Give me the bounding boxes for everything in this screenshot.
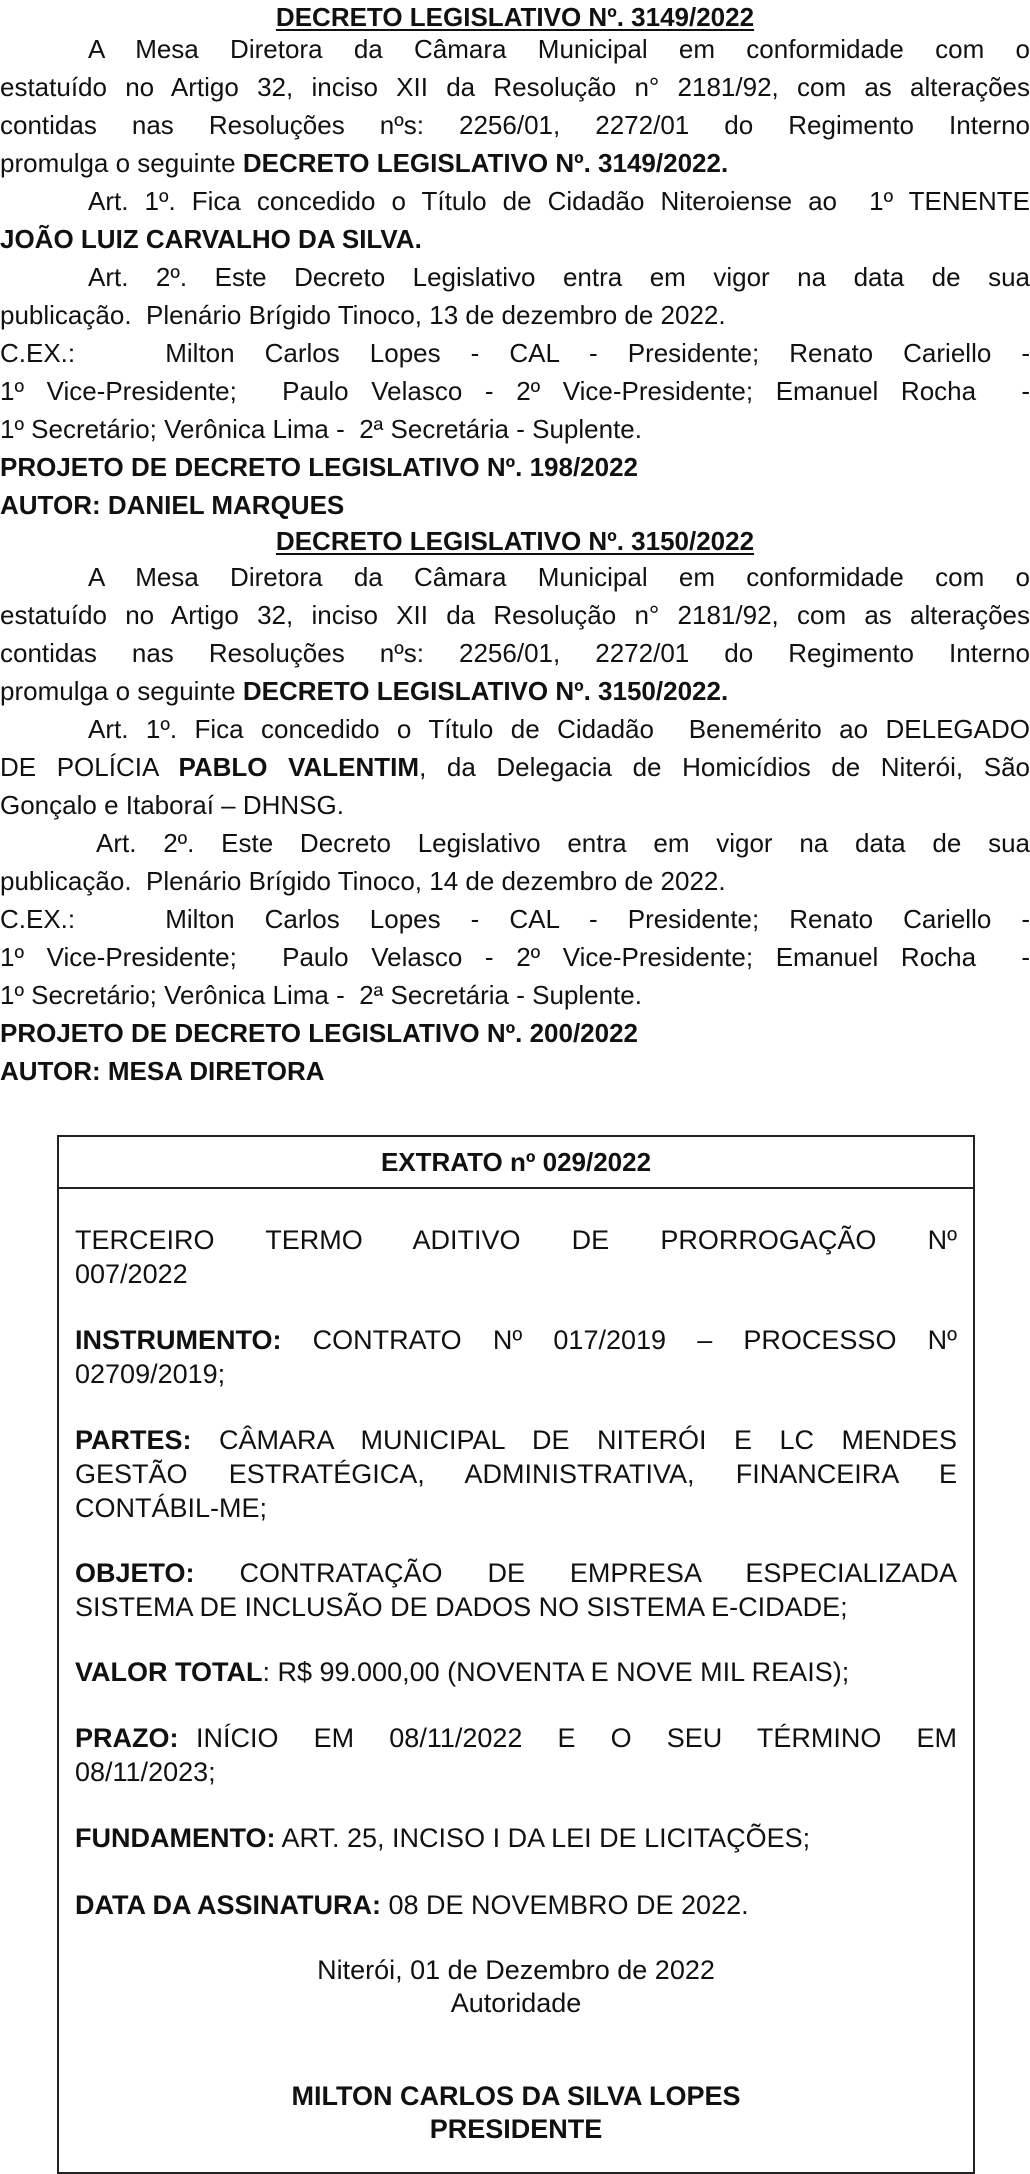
decreto-3149-honoree: JOÃO LUIZ CARVALHO DA SILVA.	[0, 224, 422, 254]
extrato-box	[57, 1135, 975, 2174]
decreto-3150-cex-line-3: 1º Secretário; Verônica Lima - 2ª Secretária - Suplente.	[0, 980, 642, 1010]
extrato-local-data: Niterói, 01 de Dezembro de 2022	[317, 1955, 715, 1985]
decreto-3150-promulga-text: promulga o seguinte	[0, 676, 243, 706]
extrato-objeto-line-2: SISTEMA DE INCLUSÃO DE DADOS NO SISTEMA E-CIDADE;	[75, 1592, 848, 1622]
fundamento-value: ART. 25, INCISO I DA LEI DE LICITAÇÕES;	[275, 1823, 811, 1853]
decreto-3149-art2-line-1: Art. 2º. Este Decreto Legislativo entra em vigor na data de sua	[88, 262, 1030, 292]
extrato-instrumento-line-1	[75, 1323, 957, 1357]
decreto-3150-title: DECRETO LEGISLATIVO Nº. 3150/2022	[275, 526, 755, 556]
extrato-title: EXTRATO nº 029/2022	[59, 1137, 973, 1189]
decreto-3150-art1-line-2	[0, 748, 1030, 786]
signatory-name: MILTON CARLOS DA SILVA LOPES	[291, 2081, 741, 2111]
instrumento-label: INSTRUMENTO:	[75, 1325, 282, 1355]
decreto-3150-art1-line-1: Art. 1º. Fica concedido o Título de Cidadão Benemérito ao DELEGADO	[88, 714, 1030, 744]
extrato-data-line	[75, 1888, 957, 1922]
decreto-3150-art1-prefix: DE POLÍCIA	[0, 752, 179, 782]
extrato-prazo-line-2: 08/11/2023;	[75, 1757, 216, 1787]
decreto-3150-intro-line-3: contidas nas Resoluções nºs: 2256/01, 2272/01 do Regimento Interno	[0, 638, 1030, 668]
decreto-3149-art2-line-2: publicação. Plenário Brígido Tinoco, 13 de dezembro de 2022.	[0, 300, 726, 330]
valor-label: VALOR TOTAL	[75, 1657, 263, 1687]
extrato-autoridade: Autoridade	[450, 1988, 582, 2018]
projeto-200-heading: PROJETO DE DECRETO LEGISLATIVO Nº. 200/2022	[0, 1018, 639, 1048]
decreto-3150-intro-line-2: estatuído no Artigo 32, inciso XII da Resolução n° 2181/92, com as alterações	[0, 600, 1030, 630]
data-assinatura-value: 08 DE NOVEMBRO DE 2022.	[380, 1890, 749, 1920]
decreto-3150-cex-line-1: C.EX.: Milton Carlos Lopes - CAL - Presidente; Renato Cariello -	[0, 904, 1030, 934]
decreto-3149-art1-line-1: Art. 1º. Fica concedido o Título de Cidadão Niteroiense ao 1º TENENTE	[88, 186, 1030, 216]
extrato-valor-line	[75, 1655, 957, 1689]
partes-label: PARTES:	[75, 1425, 192, 1455]
decreto-3150-art2-line-2: publicação. Plenário Brígido Tinoco, 14 de dezembro de 2022.	[0, 866, 726, 896]
decreto-3149-promulga-text: promulga o seguinte	[0, 148, 243, 178]
decreto-3150-intro-line-1: A Mesa Diretora da Câmara Municipal em conformidade com o	[88, 562, 1030, 592]
extrato-fundamento-line	[75, 1821, 957, 1855]
decreto-3149-cex-line-1: C.EX.: Milton Carlos Lopes - CAL - Presidente; Renato Cariello -	[0, 338, 1030, 368]
extrato-termo-line-1: TERCEIRO TERMO ADITIVO DE PRORROGAÇÃO Nº	[75, 1225, 957, 1255]
decreto-3149-title: DECRETO LEGISLATIVO Nº. 3149/2022	[275, 2, 755, 32]
projeto-198-heading: PROJETO DE DECRETO LEGISLATIVO Nº. 198/2022	[0, 452, 639, 482]
projeto-198-author: AUTOR: DANIEL MARQUES	[0, 490, 345, 520]
decreto-3149-promulga-title: DECRETO LEGISLATIVO Nº. 3149/2022.	[242, 148, 729, 178]
partes-value: CÂMARA MUNICIPAL DE NITERÓI E LC MENDES	[191, 1425, 957, 1455]
decreto-3149-intro-line-4	[0, 144, 1030, 182]
extrato-objeto-line-1	[75, 1556, 957, 1590]
decreto-3150-art1-suffix: , da Delegacia de Homicídios de Niterói, São	[419, 752, 1030, 782]
decreto-3149-cex-line-2: 1º Vice-Presidente; Paulo Velasco - 2º Vice-Presidente; Emanuel Rocha -	[0, 376, 1030, 406]
prazo-label: PRAZO:	[75, 1723, 179, 1753]
valor-value: : R$ 99.000,00 (NOVENTA E NOVE MIL REAIS);	[262, 1657, 850, 1687]
prazo-value: INÍCIO EM 08/11/2022 E O SEU TÉRMINO EM	[178, 1723, 957, 1753]
decreto-3149-intro-line-3: contidas nas Resoluções nºs: 2256/01, 2272/01 do Regimento Interno	[0, 110, 1030, 140]
decreto-3150-intro-line-4	[0, 672, 1030, 710]
instrumento-value: CONTRATO Nº 017/2019 – PROCESSO Nº	[281, 1325, 957, 1355]
decreto-3150-honoree: PABLO VALENTIM	[178, 752, 420, 782]
decreto-3149-intro-line-1: A Mesa Diretora da Câmara Municipal em conformidade com o	[88, 34, 1030, 64]
signatory-role: PRESIDENTE	[429, 2114, 603, 2144]
extrato-partes-line-1	[75, 1423, 957, 1457]
decreto-3149-intro-line-2: estatuído no Artigo 32, inciso XII da Resolução n° 2181/92, com as alterações	[0, 72, 1030, 102]
extrato-partes-line-2: GESTÃO ESTRATÉGICA, ADMINISTRATIVA, FINANCEIRA E	[75, 1459, 957, 1489]
decreto-3150-art2-line-1: Art. 2º. Este Decreto Legislativo entra em vigor na data de sua	[96, 828, 1030, 858]
decreto-3149-cex-line-3: 1º Secretário; Verônica Lima - 2ª Secretária - Suplente.	[0, 414, 642, 444]
extrato-termo-line-2: 007/2022	[75, 1259, 188, 1289]
extrato-instrumento-line-2: 02709/2019;	[75, 1359, 226, 1389]
decreto-3150-promulga-title: DECRETO LEGISLATIVO Nº. 3150/2022.	[242, 676, 729, 706]
objeto-value: CONTRATAÇÃO DE EMPRESA ESPECIALIZADA	[194, 1558, 957, 1588]
fundamento-label: FUNDAMENTO:	[75, 1823, 276, 1853]
decreto-3150-art1-line-3: Gonçalo e Itaboraí – DHNSG.	[0, 790, 344, 820]
decreto-3150-cex-line-2: 1º Vice-Presidente; Paulo Velasco - 2º Vice-Presidente; Emanuel Rocha -	[0, 942, 1030, 972]
extrato-partes-line-3: CONTÁBIL-ME;	[75, 1493, 268, 1523]
data-assinatura-label: DATA DA ASSINATURA:	[75, 1890, 381, 1920]
objeto-label: OBJETO:	[75, 1558, 195, 1588]
projeto-200-author: AUTOR: MESA DIRETORA	[0, 1056, 325, 1086]
extrato-prazo-line-1	[75, 1721, 957, 1755]
